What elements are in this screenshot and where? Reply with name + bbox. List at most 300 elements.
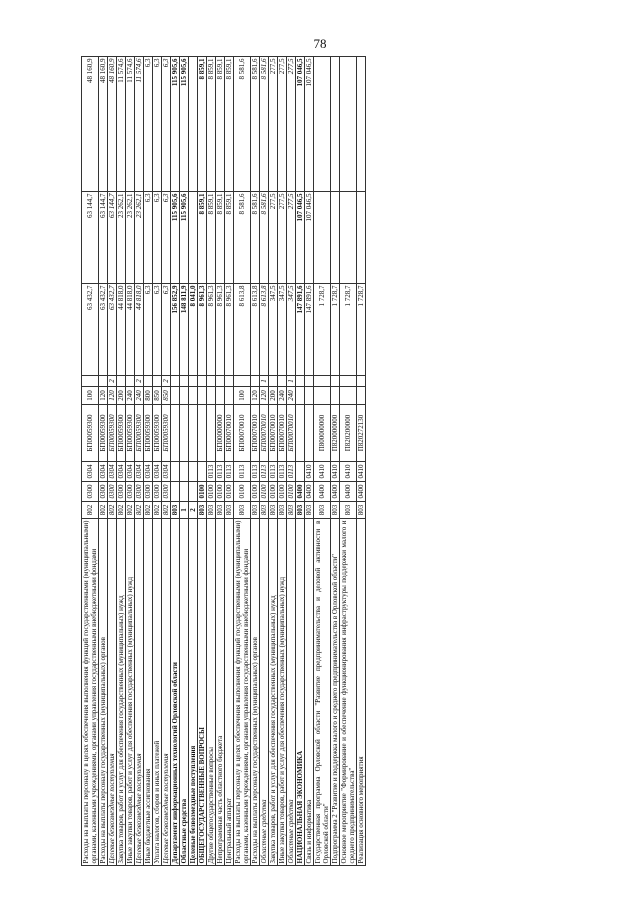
row-amount-3: 11 574,6 (117, 57, 126, 192)
row-description: ОБЩЕГОСУДАРСТВЕННЫЕ ВОПРОСЫ (198, 519, 207, 866)
row-amount-3: 8 859,1 (225, 57, 234, 192)
row-description: Закупка товаров, работ и услуг для обеспечения государственных (муниципальных) нужд (269, 519, 278, 866)
row-amount-3 (314, 57, 331, 192)
row-ministry-code: 802 (108, 502, 117, 519)
row-amount-3: 107 046,5 (296, 57, 305, 192)
row-section-code: 0300 (99, 482, 108, 502)
row-section-code: 0400 (357, 482, 366, 502)
table-row (225, 57, 234, 866)
row-ministry-code: 803 (357, 502, 366, 519)
row-subsection-code: 0113 (225, 462, 234, 482)
row-description: Целевые безвозмездные поступления (162, 519, 171, 866)
row-amount-3: 8 859,1 (207, 57, 216, 192)
table-row (331, 57, 340, 866)
row-amount-2: 6,3 (162, 192, 171, 284)
table-row (198, 57, 207, 866)
row-expense-type (340, 387, 357, 405)
row-amount-1: 156 852,9 (171, 284, 180, 376)
table-row (207, 57, 216, 866)
row-amount-2 (340, 192, 357, 284)
row-expense-type (207, 387, 216, 405)
row-amount-1: 8 961,3 (216, 284, 225, 376)
row-amount-1: 44 818,0 (135, 284, 144, 376)
row-funding-source (314, 376, 331, 387)
row-target-article (296, 405, 305, 462)
row-ministry-code: 802 (99, 502, 108, 519)
row-expense-type (225, 387, 234, 405)
row-amount-1: 6,3 (162, 284, 171, 376)
row-ministry-code: 803 (331, 502, 340, 519)
row-target-article: П800000000 (314, 405, 331, 462)
row-amount-3: 6,3 (144, 57, 153, 192)
row-section-code: 0100 (251, 482, 260, 502)
row-amount-3: 107 046,5 (305, 57, 314, 192)
row-amount-3: 11 574,6 (135, 57, 144, 192)
row-funding-source (189, 376, 198, 387)
row-ministry-code: 802 (144, 502, 153, 519)
row-amount-1: 6,3 (153, 284, 162, 376)
row-amount-3: 8 581,6 (260, 57, 269, 192)
row-description: Целевые безвозмездные поступления (189, 519, 198, 866)
row-target-article: БП00070010 (278, 405, 287, 462)
row-funding-source (117, 376, 126, 387)
row-amount-2: 277,5 (269, 192, 278, 284)
row-ministry-code: 803 (216, 502, 225, 519)
row-target-article: П820200000 (340, 405, 357, 462)
row-section-code: 0300 (135, 482, 144, 502)
row-funding-source (296, 376, 305, 387)
row-amount-2: 8 581,6 (234, 192, 251, 284)
row-target-article (171, 405, 180, 462)
row-ministry-code: 802 (135, 502, 144, 519)
row-amount-2: 8 859,1 (216, 192, 225, 284)
row-subsection-code: 0113 (260, 462, 269, 482)
row-expense-type: 120 (251, 387, 260, 405)
row-funding-source (153, 376, 162, 387)
row-expense-type: 240 (278, 387, 287, 405)
row-subsection-code (198, 462, 207, 482)
row-target-article: БП00059300 (153, 405, 162, 462)
row-amount-1: 44 818,0 (117, 284, 126, 376)
row-section-code: 0100 (287, 482, 296, 502)
table-row (171, 57, 180, 866)
row-section-code: 0400 (296, 482, 305, 502)
table-row (180, 57, 189, 866)
row-description: Целевые безвозмездные поступления (135, 519, 144, 866)
row-funding-source (357, 376, 366, 387)
row-target-article: БП00059300 (108, 405, 117, 462)
row-subsection-code: 0304 (126, 462, 135, 482)
row-expense-type (314, 387, 331, 405)
row-ministry-code: 802 (153, 502, 162, 519)
row-amount-1: 1 728,7 (357, 284, 366, 376)
row-expense-type: 120 (108, 387, 117, 405)
row-section-code (171, 482, 180, 502)
row-funding-source (278, 376, 287, 387)
row-expense-type: 240 (135, 387, 144, 405)
row-description: Центральный аппарат (225, 519, 234, 866)
row-amount-3 (340, 57, 357, 192)
row-amount-1: 1 728,7 (314, 284, 331, 376)
row-description: Непрограммная часть областного бюджета (216, 519, 225, 866)
row-funding-source (180, 376, 189, 387)
row-section-code: 0300 (126, 482, 135, 502)
row-amount-2: 107 046,5 (305, 192, 314, 284)
row-target-article (207, 405, 216, 462)
row-amount-2 (357, 192, 366, 284)
row-amount-3: 115 905,6 (180, 57, 189, 192)
row-amount-2: 277,5 (287, 192, 296, 284)
table-row (153, 57, 162, 866)
row-expense-type (331, 387, 340, 405)
row-amount-3: 11 574,6 (126, 57, 135, 192)
row-amount-2 (331, 192, 340, 284)
row-ministry-code: 1 (180, 502, 189, 519)
row-section-code: 0400 (331, 482, 340, 502)
row-amount-3: 6,3 (153, 57, 162, 192)
row-section-code: 0100 (216, 482, 225, 502)
row-subsection-code: 0113 (269, 462, 278, 482)
row-section-code: 0300 (153, 482, 162, 502)
row-amount-3: 8 581,6 (234, 57, 251, 192)
row-amount-2: 63 144,7 (82, 192, 99, 284)
row-amount-3: 277,5 (278, 57, 287, 192)
row-amount-1: 8 041,0 (189, 284, 198, 376)
row-description: Иные закупки товаров, работ и услуг для обеспечения государственных (муниципальных) нужд (278, 519, 287, 866)
row-description: Государственная программа Орловской области "Развитие предпринимательства и деловой активности в Орловской области" (314, 520, 330, 864)
row-ministry-code: 803 (305, 502, 314, 519)
row-funding-source: 1 (260, 376, 269, 387)
table-row (126, 57, 135, 866)
row-ministry-code: 803 (278, 502, 287, 519)
row-description: Уплата налогов, сборов и иных платежей (153, 519, 162, 866)
row-description: Другие общегосударственные вопросы (207, 519, 216, 866)
table-body (82, 57, 366, 866)
row-expense-type: 100 (82, 387, 99, 405)
row-section-code: 0400 (340, 482, 357, 502)
row-description: Департамент информационных технологий Орловской области (171, 519, 180, 866)
row-subsection-code: 0410 (357, 462, 366, 482)
row-expense-type: 850 (162, 387, 171, 405)
row-section-code: 0100 (269, 482, 278, 502)
row-amount-3: 277,5 (269, 57, 278, 192)
row-amount-1: 63 432,7 (108, 284, 117, 376)
table-row (314, 57, 331, 866)
table-row (117, 57, 126, 866)
row-amount-1: 6,3 (144, 284, 153, 376)
row-description: Реализация основного мероприятия (357, 519, 366, 866)
table-row (260, 57, 269, 866)
table-row (287, 57, 296, 866)
row-section-code: 0100 (207, 482, 216, 502)
row-amount-1: 147 891,6 (296, 284, 305, 376)
row-expense-type: 240 (287, 387, 296, 405)
row-description: Подпрограмма 2 "Развитие и поддержка малого и среднего предпринимательства в Орловской области" (331, 519, 340, 866)
row-section-code (180, 482, 189, 502)
row-section-code: 0400 (305, 482, 314, 502)
row-description: Областные средства (260, 519, 269, 866)
row-target-article: БП00000000 (216, 405, 225, 462)
row-funding-source (234, 376, 251, 387)
table-row (82, 57, 99, 866)
row-amount-1: 8 613,8 (234, 284, 251, 376)
row-funding-source (331, 376, 340, 387)
row-target-article (198, 405, 207, 462)
row-amount-3 (357, 57, 366, 192)
row-expense-type: 800 (144, 387, 153, 405)
row-subsection-code: 0113 (251, 462, 260, 482)
row-amount-2: 8 859,1 (225, 192, 234, 284)
row-section-code: 0100 (225, 482, 234, 502)
row-subsection-code (296, 462, 305, 482)
row-amount-1: 8 961,3 (225, 284, 234, 376)
row-description: Основное мероприятие "Формирование и обеспечение функционирования инфраструктуры поддержки малого и среднего предпринимательства" (340, 520, 356, 864)
row-ministry-code: 803 (225, 502, 234, 519)
row-amount-2: 6,3 (144, 192, 153, 284)
table-row (234, 57, 251, 866)
row-description: Иные закупки товаров, работ и услуг для обеспечения государственных (муниципальных) нужд (126, 519, 135, 866)
row-subsection-code: 0410 (314, 462, 331, 482)
row-subsection-code: 0304 (135, 462, 144, 482)
row-expense-type: 240 (126, 387, 135, 405)
table-row (251, 57, 260, 866)
row-amount-1: 1 728,7 (331, 284, 340, 376)
row-ministry-code: 803 (251, 502, 260, 519)
row-funding-source (126, 376, 135, 387)
row-target-article (189, 405, 198, 462)
row-description: Закупка товаров, работ и услуг для обеспечения государственных (муниципальных) нужд (117, 519, 126, 866)
row-ministry-code: 2 (189, 502, 198, 519)
row-funding-source (144, 376, 153, 387)
row-amount-3: 48 160,9 (108, 57, 117, 192)
row-description: Связь и информатика (305, 519, 314, 866)
row-amount-1: 44 818,0 (126, 284, 135, 376)
row-expense-type (198, 387, 207, 405)
row-ministry-code: 803 (287, 502, 296, 519)
row-amount-3: 277,5 (287, 57, 296, 192)
row-amount-1: 347,5 (287, 284, 296, 376)
row-amount-1: 1 728,7 (340, 284, 357, 376)
row-expense-type: 120 (260, 387, 269, 405)
row-section-code: 0300 (162, 482, 171, 502)
row-target-article: П820272130 (357, 405, 366, 462)
row-amount-3 (189, 57, 198, 192)
row-subsection-code: 0113 (287, 462, 296, 482)
row-expense-type (357, 387, 366, 405)
row-ministry-code: 802 (126, 502, 135, 519)
row-target-article (305, 405, 314, 462)
row-subsection-code: 0410 (340, 462, 357, 482)
row-target-article: БП00059300 (82, 405, 99, 462)
row-target-article: БП00059300 (162, 405, 171, 462)
row-target-article: БП00070010 (225, 405, 234, 462)
row-target-article: БП00070010 (260, 405, 269, 462)
row-target-article: БП00070010 (287, 405, 296, 462)
row-funding-source (99, 376, 108, 387)
row-subsection-code: 0410 (305, 462, 314, 482)
page-number: 78 (313, 36, 327, 51)
row-ministry-code: 803 (269, 502, 278, 519)
row-description: Расходы на выплаты персоналу государственных (муниципальных) органов (99, 519, 108, 866)
row-target-article (180, 405, 189, 462)
row-amount-1: 147 891,6 (305, 284, 314, 376)
row-amount-2: 107 046,5 (296, 192, 305, 284)
row-ministry-code: 803 (207, 502, 216, 519)
row-ministry-code: 803 (171, 502, 180, 519)
table-row (305, 57, 314, 866)
row-amount-1: 8 613,8 (251, 284, 260, 376)
row-funding-source: 2 (162, 376, 171, 387)
row-description: Расходы на выплаты персоналу государственных (муниципальных) органов (251, 519, 260, 866)
row-expense-type: 100 (234, 387, 251, 405)
row-description: Целевые безвозмездные поступления (108, 519, 117, 866)
row-amount-3: 48 160,9 (99, 57, 108, 192)
row-section-code: 0300 (144, 482, 153, 502)
row-amount-1: 63 432,7 (82, 284, 99, 376)
row-expense-type (180, 387, 189, 405)
row-subsection-code: 0304 (117, 462, 126, 482)
row-amount-1: 148 811,9 (180, 284, 189, 376)
row-amount-2: 23 262,1 (135, 192, 144, 284)
row-description: НАЦИОНАЛЬНАЯ ЭКОНОМИКА (296, 519, 305, 866)
row-target-article: БП00059300 (144, 405, 153, 462)
row-section-code: 0300 (108, 482, 117, 502)
budget-table-rotated (81, 57, 567, 866)
row-subsection-code: 0304 (99, 462, 108, 482)
row-section-code: 0400 (314, 482, 331, 502)
row-expense-type (216, 387, 225, 405)
row-subsection-code (171, 462, 180, 482)
row-description: Расходы на выплаты персоналу в целях обеспечения выполнения функций государственными (муниципальными) органами, казенными учреждениями, органами управления государственными внебюджетными фондами (82, 520, 98, 864)
row-ministry-code: 803 (234, 502, 251, 519)
row-funding-source (216, 376, 225, 387)
row-funding-source: 2 (108, 376, 117, 387)
row-funding-source (269, 376, 278, 387)
row-funding-source: 1 (287, 376, 296, 387)
row-target-article: БП00070010 (251, 405, 260, 462)
row-ministry-code: 802 (82, 502, 99, 519)
row-funding-source (225, 376, 234, 387)
row-amount-2 (189, 192, 198, 284)
row-section-code: 0300 (117, 482, 126, 502)
row-subsection-code: 0113 (216, 462, 225, 482)
row-expense-type (296, 387, 305, 405)
table-row (189, 57, 198, 866)
row-expense-type (171, 387, 180, 405)
row-subsection-code: 0410 (331, 462, 340, 482)
row-amount-2: 23 262,1 (117, 192, 126, 284)
row-subsection-code: 0113 (234, 462, 251, 482)
row-target-article: БП00059300 (99, 405, 108, 462)
row-expense-type (189, 387, 198, 405)
row-funding-source (82, 376, 99, 387)
row-section-code: 0100 (278, 482, 287, 502)
table-row (296, 57, 305, 866)
row-amount-2: 277,5 (278, 192, 287, 284)
row-section-code: 0100 (234, 482, 251, 502)
table-row (269, 57, 278, 866)
table-row (108, 57, 117, 866)
row-subsection-code: 0113 (207, 462, 216, 482)
row-description: Областные средства (180, 519, 189, 866)
row-amount-2 (314, 192, 331, 284)
row-amount-1: 8 961,3 (198, 284, 207, 376)
table-row (135, 57, 144, 866)
row-amount-1: 8 961,3 (207, 284, 216, 376)
row-funding-source (305, 376, 314, 387)
row-target-article: БП00070010 (234, 405, 251, 462)
row-funding-source: 2 (135, 376, 144, 387)
row-funding-source (251, 376, 260, 387)
row-expense-type: 120 (99, 387, 108, 405)
table-row (216, 57, 225, 866)
row-target-article: БП00059300 (117, 405, 126, 462)
row-amount-2: 8 859,1 (207, 192, 216, 284)
row-target-article: БП00059300 (135, 405, 144, 462)
row-subsection-code (180, 462, 189, 482)
budget-table (81, 56, 366, 866)
row-amount-2: 6,3 (153, 192, 162, 284)
row-description: Расходы на выплаты персоналу в целях обеспечения выполнения функций государственными (муниципальными) органами, казенными учреждениями, органами управления государственными внебюджетными фондами (234, 520, 250, 864)
table-row (357, 57, 366, 866)
row-subsection-code: 0304 (108, 462, 117, 482)
row-amount-2: 8 581,6 (260, 192, 269, 284)
row-amount-2: 8 581,6 (251, 192, 260, 284)
table-row (144, 57, 153, 866)
row-amount-2: 8 859,1 (198, 192, 207, 284)
row-amount-2: 63 144,7 (108, 192, 117, 284)
row-amount-1: 63 432,7 (99, 284, 108, 376)
row-amount-3: 48 160,9 (82, 57, 99, 192)
row-amount-2: 115 905,6 (180, 192, 189, 284)
row-expense-type: 200 (269, 387, 278, 405)
row-amount-3: 8 859,1 (198, 57, 207, 192)
row-amount-3: 6,3 (162, 57, 171, 192)
row-subsection-code: 0304 (162, 462, 171, 482)
row-amount-3: 115 905,6 (171, 57, 180, 192)
row-ministry-code: 803 (260, 502, 269, 519)
row-amount-1: 347,5 (269, 284, 278, 376)
row-expense-type: 850 (153, 387, 162, 405)
row-amount-3 (331, 57, 340, 192)
row-ministry-code: 803 (340, 502, 357, 519)
row-ministry-code: 803 (198, 502, 207, 519)
table-row (340, 57, 357, 866)
row-description: Областные средства (287, 519, 296, 866)
row-subsection-code: 0113 (278, 462, 287, 482)
row-funding-source (207, 376, 216, 387)
table-row (162, 57, 171, 866)
row-amount-3: 8 581,6 (251, 57, 260, 192)
row-amount-1: 8 613,8 (260, 284, 269, 376)
row-section-code: 0300 (82, 482, 99, 502)
row-subsection-code: 0304 (144, 462, 153, 482)
row-expense-type: 200 (117, 387, 126, 405)
row-ministry-code: 802 (162, 502, 171, 519)
row-target-article: БП00059300 (126, 405, 135, 462)
row-subsection-code (189, 462, 198, 482)
row-ministry-code: 803 (296, 502, 305, 519)
row-ministry-code: 803 (314, 502, 331, 519)
row-subsection-code: 0304 (82, 462, 99, 482)
row-amount-1: 347,5 (278, 284, 287, 376)
row-ministry-code: 802 (117, 502, 126, 519)
row-target-article: П820000000 (331, 405, 340, 462)
row-amount-2: 23 262,1 (126, 192, 135, 284)
table-row (278, 57, 287, 866)
row-section-code (189, 482, 198, 502)
row-expense-type (305, 387, 314, 405)
